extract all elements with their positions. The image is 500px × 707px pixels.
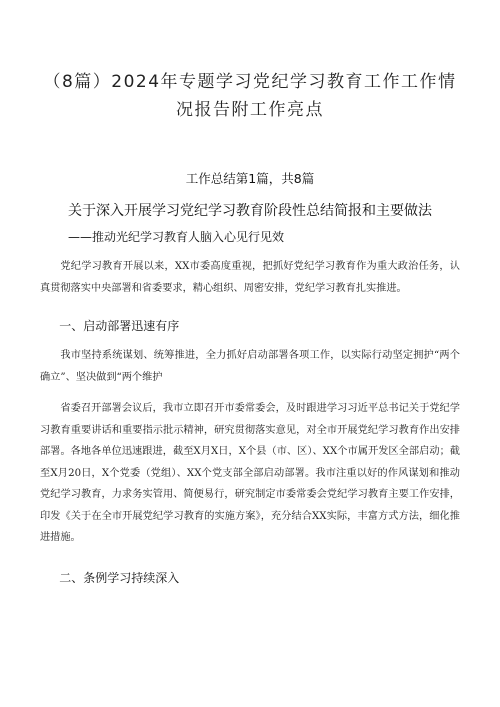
section-1-paragraph-1: 我市坚持系统谋划、统筹推进，全力抓好启动部署各项工作，以实际行动坚定拥护“两个确立”、坚决做到“两个维护 — [40, 350, 460, 383]
article-title: 关于深入开展学习党纪学习教育阶段性总结简报和主要做法 — [68, 203, 432, 219]
document-subtitle: 工作总结第1篇，共8篇 — [185, 171, 315, 186]
document-title: （8篇）2024年专题学习党纪学习教育工作工作情况报告附工作亮点 — [43, 72, 457, 120]
article-subtitle: ——推动光纪学习教育人脑入心见行见效 — [68, 230, 285, 244]
section-heading-2: 二、条例学习持续深入 — [59, 570, 180, 585]
intro-paragraph: 党纪学习教育开展以来，XX市委高度重视，把抓好党纪学习教育作为重大政治任务，认真贯彻落实中央部署和省委要求，精心组织、周密安排，党纪学习教育扎实推进。 — [40, 261, 460, 294]
section-heading-1: 一、启动部署迅速有序 — [59, 319, 180, 333]
section-1-paragraph-2: 省委召开部署会议后，我市立即召开市委常委会，及时跟进学习习近平总书记关于党纪学习教育重要讲话和重要指示批示精神，研究贯彻落实意见，对全市开展党纪学习教育作出安排部署。各地各单位迅速跟进，截至X月X日，X个县（市、区）、XX个市属开发区全部启动；截至X月20日，X个党委（党组）、XX个党支部全部启动部署。我市注重以好的作风谋划和推动党纪学习教育，力求务实管用、简便易行，研究制定市委常委会党纪学习教育主要工作安排，印发《关于在全市开展党纪学习教育的实施方案》，充分结合XX实际，丰富方式方法，细化推进措施。 — [40, 403, 460, 543]
